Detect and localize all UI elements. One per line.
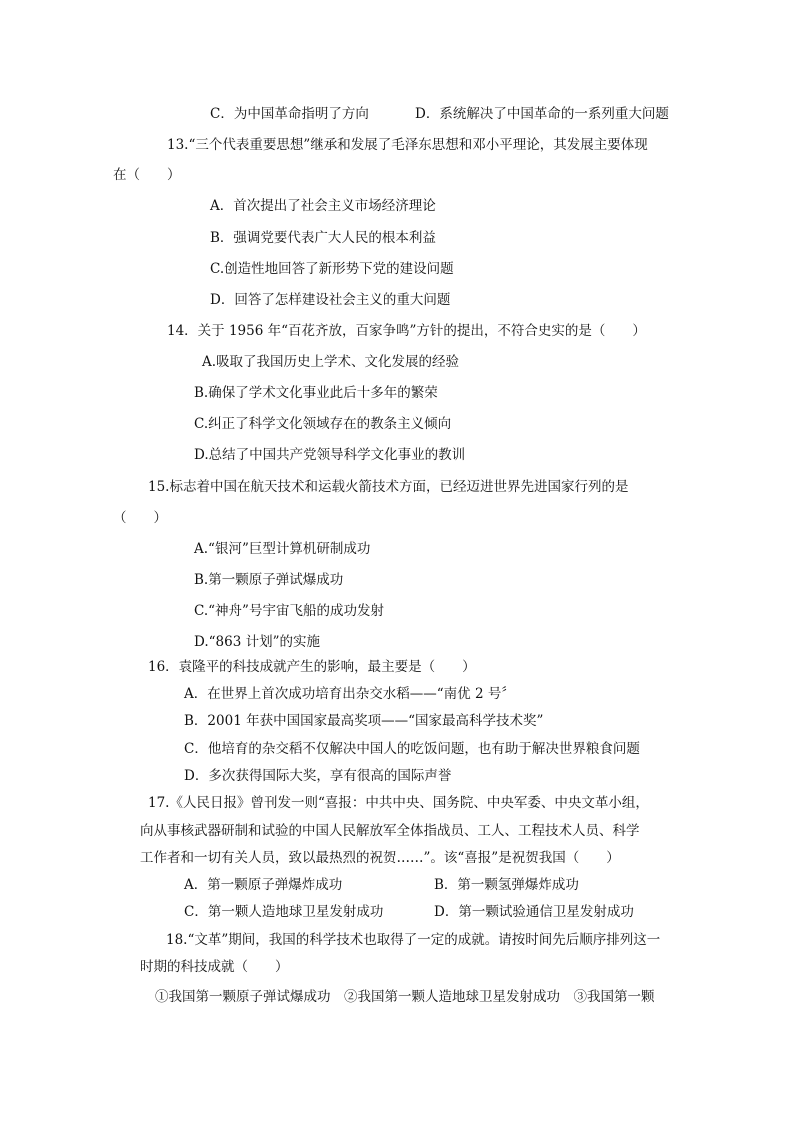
q17-option-c: C．第一颗人造地球卫星发射成功 [184, 904, 384, 920]
q15-option-a: A.“银河”巨型计算机研制成功 [194, 541, 371, 557]
q18-stem-line2: 时期的科技成就（ ） [140, 959, 289, 975]
q15-stem-line2: （ ） [113, 510, 167, 526]
q17-stem-line1: 17.《人民日报》曾刊发一则“喜报：中共中央、国务院、中央军委、中央文革小组， [148, 795, 649, 811]
q17-option-b: B．第一颗氢弹爆炸成功 [434, 877, 579, 893]
q16-option-c: C．他培育的杂交稻不仅解决中国人的吃饭问题，也有助于解决世界粮食问题 [184, 741, 640, 757]
q15-option-c: C.“神舟”号宇宙飞船的成功发射 [194, 603, 384, 619]
q15-option-b: B.第一颗原子弹试爆成功 [194, 572, 344, 588]
q13-option-b: B．强调党要代表广大人民的根本利益 [210, 230, 436, 246]
q14-option-b: B.确保了学术文化事业此后十多年的繁荣 [194, 385, 438, 401]
q14-option-d: D.总结了中国共产党领导科学文化事业的教训 [194, 447, 466, 463]
q13-option-c: C.创造性地回答了新形势下党的建设问题 [210, 261, 454, 277]
q17-stem-line2: 向从事核武器研制和试验的中国人民解放军全体指战员、工人、工程技术人员、科学 [140, 823, 640, 839]
q12-option-c: C．为中国革命指明了方向 [210, 106, 369, 122]
q14-option-c: C.纠正了科学文化领域存在的教条主义倾向 [194, 416, 452, 432]
q16-stem: 16．袁隆平的科技成就产生的影响，最主要是（ ） [148, 659, 476, 675]
q16-option-b: B．2001 年获中国国家最高奖项——“国家最高科学技术奖” [184, 713, 544, 729]
q15-stem-line1: 15.标志着中国在航天技术和运载火箭技术方面，已经迈进世界先进国家行列的是 [148, 479, 629, 495]
q13-stem-line1: 13.“三个代表重要思想”继承和发展了毛泽东思想和邓小平理论，其发展主要体现 [167, 137, 648, 153]
q15-option-d: D.“863 计划”的实施 [194, 634, 320, 650]
q17-stem-line3: 工作者和一切有关人员，致以最热烈的祝贺……”。该“喜报”是祝贺我国（ ） [140, 850, 620, 866]
q13-option-a: A．首次提出了社会主义市场经济理论 [210, 198, 436, 214]
q16-option-a: A．在世界上首次成功培育出杂交水稻——“南优 2 号〞 [184, 686, 515, 702]
q18-items-line: ①我国第一颗原子弹试爆成功 ②我国第一颗人造地球卫星发射成功 ③我国第一颗 [155, 989, 655, 1005]
q17-option-d: D．第一颗试验通信卫星发射成功 [434, 904, 634, 920]
q13-stem-line2: 在（ ） [113, 167, 181, 183]
q14-option-a: A.吸取了我国历史上学术、文化发展的经验 [202, 354, 460, 370]
q16-option-d: D．多次获得国际大奖，享有很高的国际声誉 [184, 768, 452, 784]
q14-stem: 14．关于 1956 年“百花齐放，百家争鸣”方针的提出，不符合史实的是（ ） [167, 323, 646, 339]
q13-option-d: D．回答了怎样建设社会主义的重大问题 [210, 292, 451, 308]
q12-option-d: D．系统解决了中国革命的一系列重大问题 [415, 106, 669, 122]
q18-stem-line1: 18.“文革”期间，我国的科学技术也取得了一定的成就。请按时间先后顺序排列这一 [166, 932, 661, 948]
q17-option-a: A．第一颗原子弹爆炸成功 [184, 877, 343, 893]
